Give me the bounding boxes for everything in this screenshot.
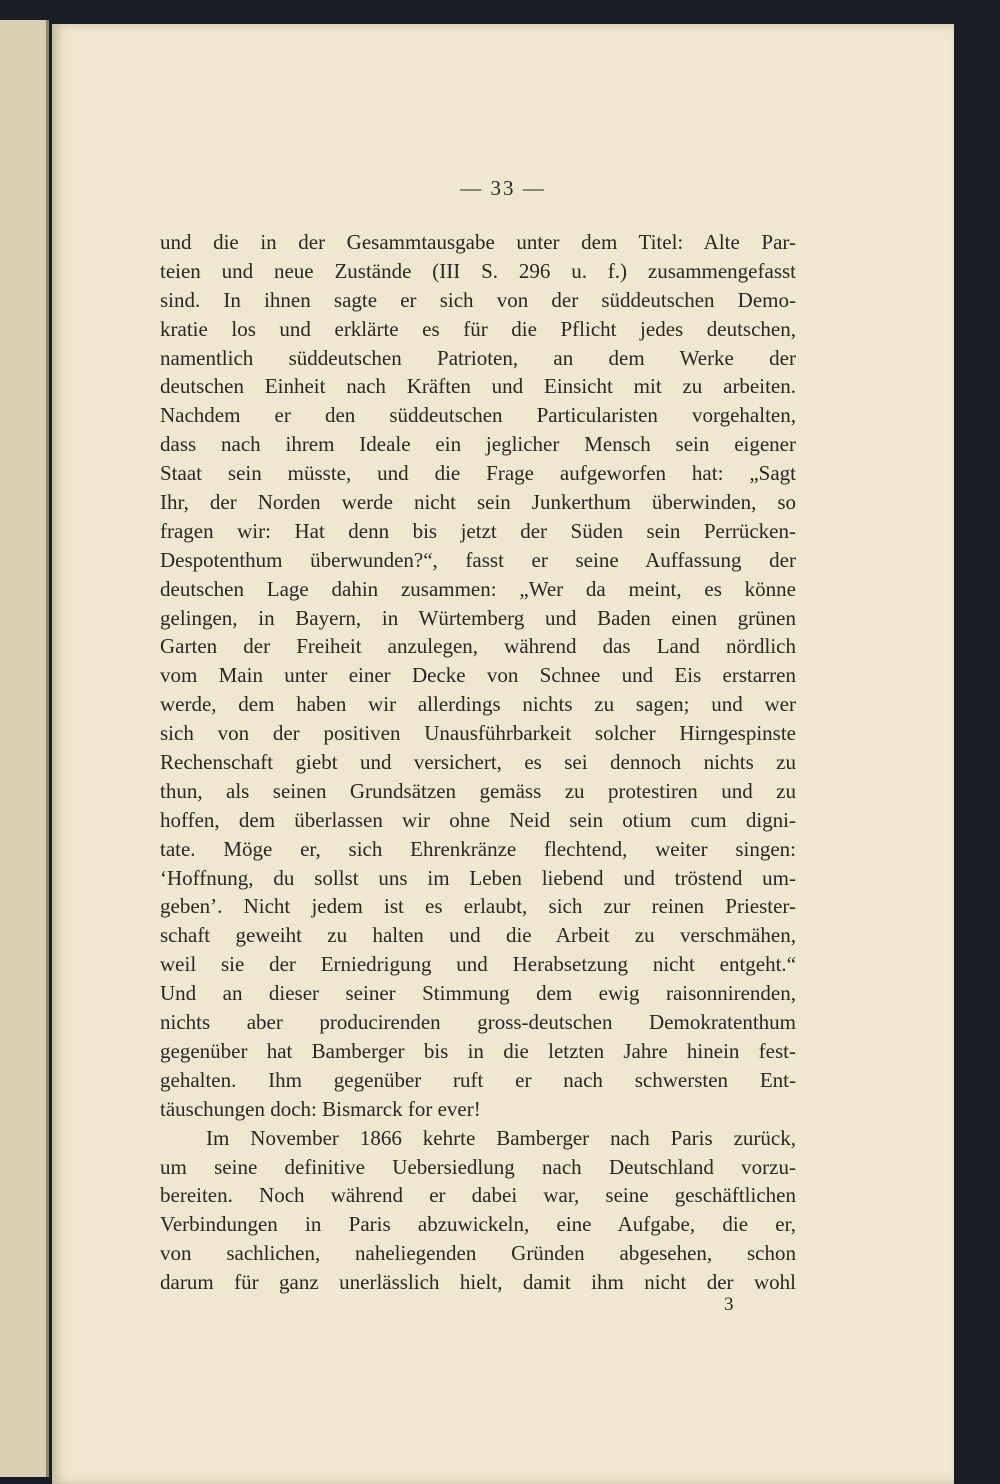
text-line: und die in der Gesammtausgabe unter dem Titel: Alte Par- xyxy=(160,230,796,254)
text-line: Verbindungen in Paris abzuwickeln, eine Aufgabe, die er, xyxy=(160,1212,796,1237)
text-line: ‘Hoffnung, du sollst uns im Leben liebend und tröstend um- xyxy=(160,865,796,890)
text-line: darum für ganz unerlässlich hielt, damit ihm nicht der wohl xyxy=(160,1270,796,1295)
text-line: thun, als seinen Grundsätzen gemäss zu protestiren und zu xyxy=(160,778,796,803)
text-line: Rechenschaft giebt und versichert, es sei dennoch nichts zu xyxy=(160,750,796,775)
text-line: weil sie der Erniedrigung und Herabsetzung nicht entgeht.“ xyxy=(160,952,796,977)
text-line: fragen wir: Hat denn bis jetzt der Süden sein Perrücken- xyxy=(160,518,796,543)
text-line: Despotenthum überwunden?“, fasst er seine Auffassung der xyxy=(160,547,796,572)
text-line: Garten der Freiheit anzulegen, während das Land nördlich xyxy=(160,634,796,659)
signature-mark: 3 xyxy=(724,1294,734,1315)
text-line: deutschen Einheit nach Kräften und Einsicht mit zu arbeiten. xyxy=(160,374,796,399)
text-line: Ihr, der Norden werde nicht sein Junkerthum überwinden, so xyxy=(160,490,796,515)
text-line: namentlich süddeutschen Patrioten, an dem Werke der xyxy=(160,345,796,370)
text-line: gegenüber hat Bamberger bis in die letzten Jahre hinein fest- xyxy=(160,1038,796,1063)
text-line: hoffen, dem überlassen wir ohne Neid sein otium cum digni- xyxy=(160,807,796,832)
text-line: geben’. Nicht jedem ist es erlaubt, sich zur reinen Priester- xyxy=(160,894,796,919)
text-line: Nachdem er den süddeutschen Particularisten vorgehalten, xyxy=(160,403,796,428)
text-line: vom Main unter einer Decke von Schnee und Eis erstarren xyxy=(160,663,796,688)
text-line: kratie los und erklärte es für die Pflicht jedes deutschen, xyxy=(160,316,796,341)
text-line: werde, dem haben wir allerdings nichts zu sagen; und wer xyxy=(160,692,796,717)
text-line: deutschen Lage dahin zusammen: „Wer da meint, es könne xyxy=(160,576,796,601)
text-line: dass nach ihrem Ideale ein jeglicher Mensch sein eigener xyxy=(160,432,796,457)
book-page xyxy=(52,24,954,1484)
previous-page-edge xyxy=(0,20,49,1477)
text-line: täuschungen doch: Bismarck for ever! xyxy=(160,1096,481,1121)
text-line: sich von der positiven Unausführbarkeit solcher Hirngespinste xyxy=(160,721,796,746)
text-line: schaft geweiht zu halten und die Arbeit zu verschmähen, xyxy=(160,923,796,948)
text-line: Und an dieser seiner Stimmung dem ewig raisonnirenden, xyxy=(160,981,796,1006)
text-line: sind. In ihnen sagte er sich von der süddeutschen Demo- xyxy=(160,287,796,312)
text-line: teien und neue Zustände (III S. 296 u. f.) zusammengefasst xyxy=(160,258,796,283)
text-line: gelingen, in Bayern, in Würtemberg und Baden einen grünen xyxy=(160,605,796,630)
text-line: tate. Möge er, sich Ehrenkränze flechtend, weiter singen: xyxy=(160,836,796,861)
text-line: um seine definitive Uebersiedlung nach Deutschland vorzu- xyxy=(160,1154,796,1179)
text-line: von sachlichen, naheliegenden Gründen abgesehen, schon xyxy=(160,1241,796,1266)
body-text xyxy=(160,228,796,1297)
page-number: — 33 — xyxy=(460,176,546,200)
text-line: Staat sein müsste, und die Frage aufgeworfen hat: „Sagt xyxy=(160,461,796,486)
text-line: Im November 1866 kehrte Bamberger nach Paris zurück, xyxy=(206,1125,796,1150)
text-line: bereiten. Noch während er dabei war, seine geschäftlichen xyxy=(160,1183,796,1208)
text-line: nichts aber producirenden gross-deutschen Demokratenthum xyxy=(160,1010,796,1035)
text-line: gehalten. Ihm gegenüber ruft er nach schwersten Ent- xyxy=(160,1067,796,1092)
